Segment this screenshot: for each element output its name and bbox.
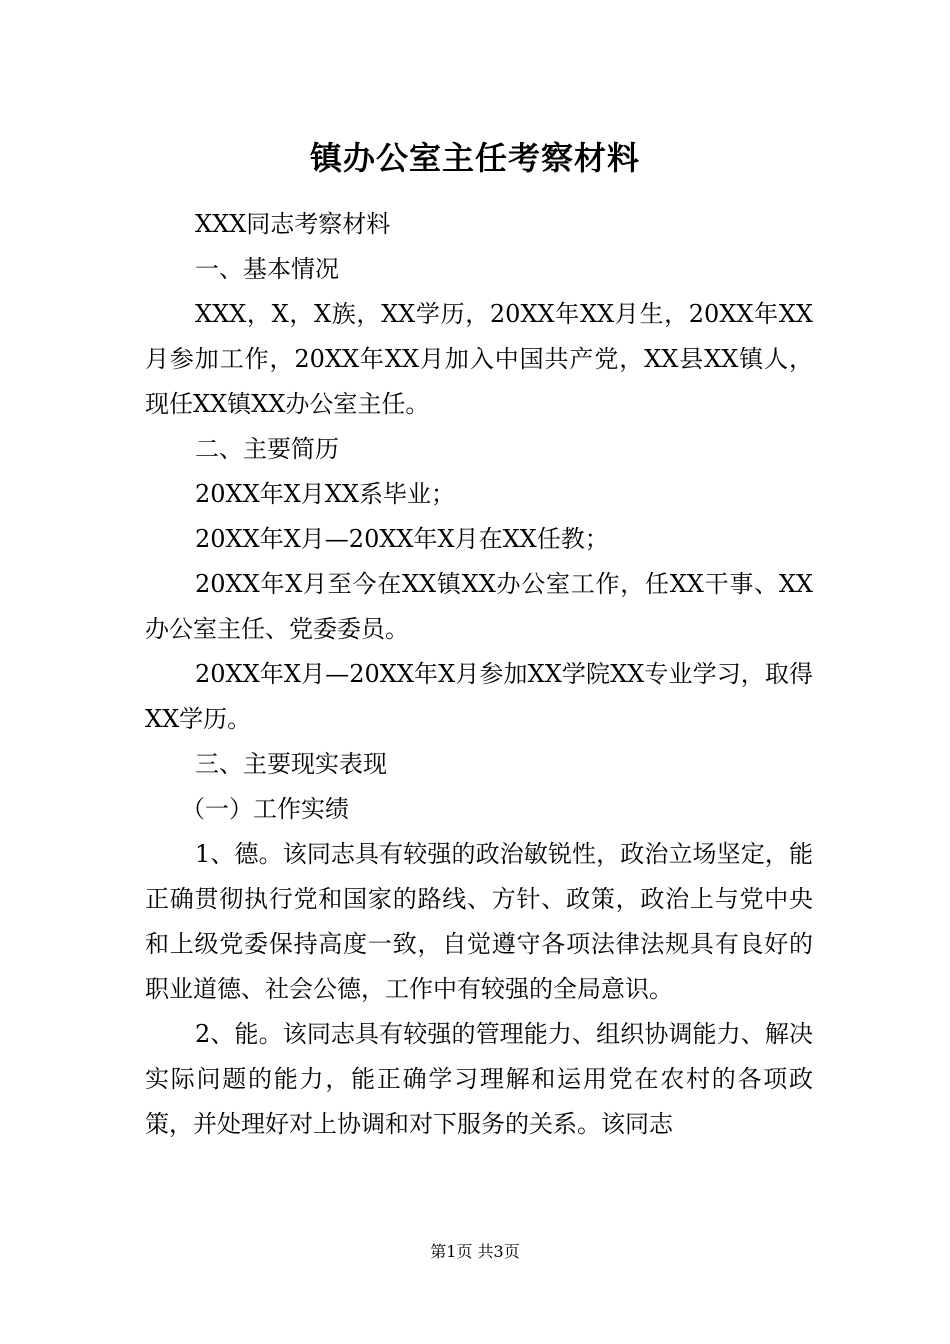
resume-item-4: 20XX年X月—20XX年X月参加XX学院XX专业学习，取得XX学历。 <box>145 660 813 733</box>
page-footer: 第1页 共3页 <box>430 1242 520 1261</box>
section-heading-performance: 三、主要现实表现 <box>195 750 387 778</box>
section-heading-resume: 二、主要简历 <box>195 435 339 463</box>
paragraph-basic-info: XXX，X，X族，XX学历，20XX年XX月生，20XX年XX月参加工作，20XX年XX月加入中国共产党，XX县XX镇人，现任XX镇XX办公室主任。 <box>145 300 813 418</box>
resume-item-3: 20XX年X月至今在XX镇XX办公室工作，任XX干事、XX办公室主任、党委委员。 <box>145 570 813 643</box>
paragraph-virtue: 1、德。该同志具有较强的政治敏锐性，政治立场坚定，能正确贯彻执行党和国家的路线、方针、政策，政治上与党中央和上级党委保持高度一致，自觉遵守各项法律法规具有良好的职业道德、社会公德，工作中有较强的全局意识。 <box>145 840 813 1003</box>
document-body <box>145 202 813 1147</box>
section-heading-basic-info: 一、基本情况 <box>195 255 339 283</box>
document-title: 镇办公室主任考察材料 <box>309 139 640 177</box>
subtitle-line: XXX同志考察材料 <box>195 210 391 238</box>
paragraph-ability: 2、能。该同志具有较强的管理能力、组织协调能力、解决实际问题的能力，能正确学习理解和运用党在农村的各项政策，并处理好对上协调和对下服务的关系。该同志 <box>145 1020 813 1138</box>
subsection-heading-achievements: （一）工作实绩 <box>181 795 349 823</box>
resume-item-1: 20XX年X月XX系毕业； <box>195 480 455 508</box>
resume-item-2: 20XX年X月—20XX年X月在XX任教； <box>195 525 609 553</box>
